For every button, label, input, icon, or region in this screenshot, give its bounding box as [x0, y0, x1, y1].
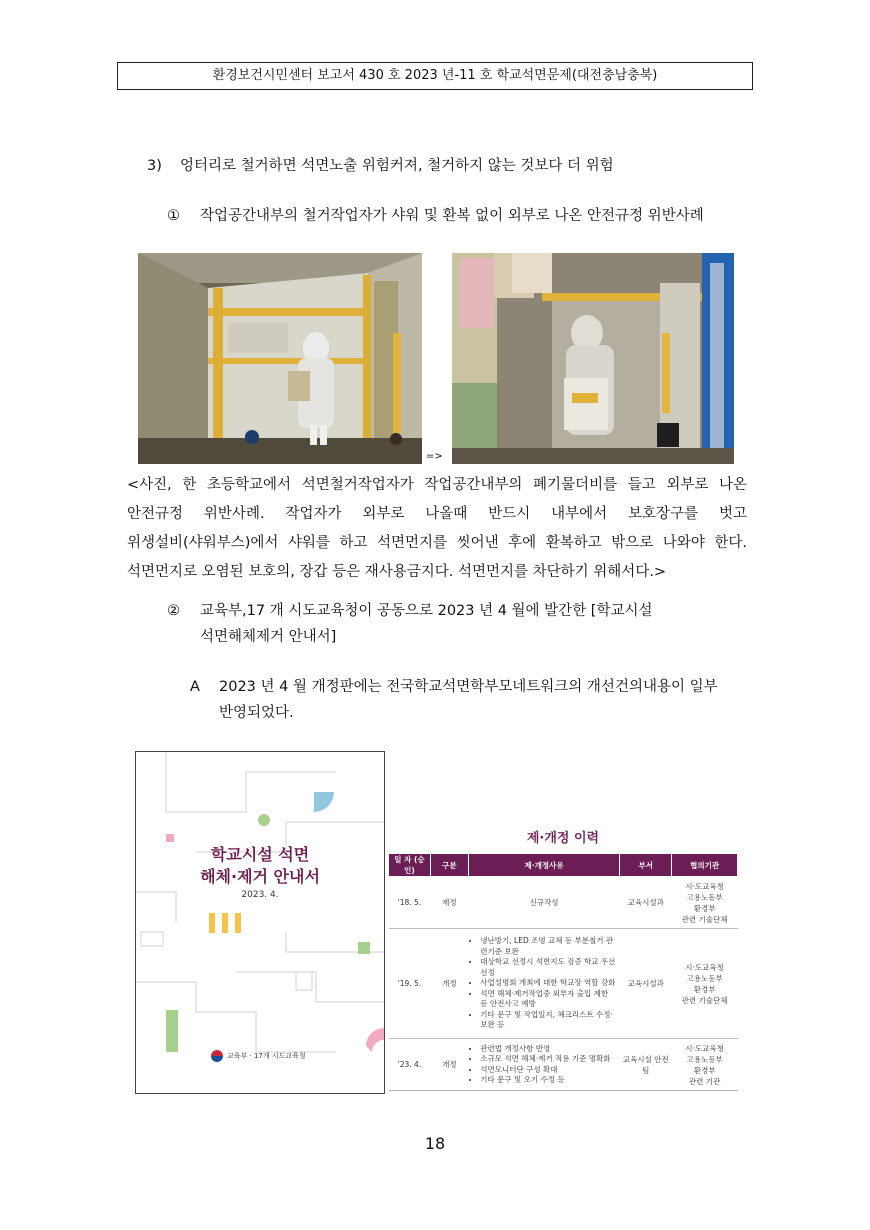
page-header: 환경보건시민센터 보고서 430 호 2023 년-11 호 학교석면문제(대전충남충북) — [117, 62, 753, 90]
row-dept: 교육시설과 — [620, 929, 672, 1039]
cover-date: 2023. 4. — [241, 890, 279, 900]
item-2-number: ② — [167, 603, 180, 619]
header-reason: 제·개정사유 — [468, 854, 620, 877]
photo-worker-carrying-waste — [452, 253, 734, 464]
caption-line-4: 석면먼지로 오염된 보호의, 장갑 등은 재사용금지다. 석면먼지를 차단하기 위해서다.> — [127, 564, 667, 580]
row-reasons: • 관련법 개정사항 반영 • 소규모 석면 해체·제거 적용 기준 명확화 • 석면모니터단 구성 확대 • 기타 문구 및 오기 수정 등 — [468, 1039, 620, 1091]
row-date: '18. 5. — [389, 877, 431, 929]
history-header-row — [389, 854, 738, 877]
item-2-line-1: 교육부,17 개 시도교육청이 공동으로 2023 년 4 월에 발간한 [학교시설 — [200, 603, 653, 619]
row-dept: 교육시설과 — [620, 877, 672, 929]
caption-line-2: 안전규정 위반사례. 작업자가 외부로 나올때 반드시 내부에서 보호장구를 벗고 — [127, 506, 747, 522]
section-3-heading: 엉터리로 철거하면 석면노출 위험커져, 철거하지 않는 것보다 더 위험 — [180, 158, 614, 174]
header-agency: 협의기관 — [672, 854, 738, 877]
caption-line-3: 위생설비(샤워부스)에서 샤워를 하고 석면먼지를 씻어낸 후에 환복하고 밖으로 나와야 한다. — [127, 535, 747, 551]
cover-title-line-2: 해체·제거 안내서 — [200, 867, 320, 886]
item-1-text: 작업공간내부의 철거작업자가 샤워 및 환복 없이 외부로 나온 안전규정 위반사례 — [200, 208, 704, 224]
row-reasons: • 냉난방기, LED 조명 교체 등 부분철거 관련기준 보완 • 대상학교 선정시 석면지도 검증 학교 우선 선정 • 사업설명회 개최에 대한 학교장 역할 강화 • 석면 해체·제거작업중 외부자 출입 제한 등 안전사고 예방 • 기타 문구 및 작업일지, 체크리스트 수정·보완 등 — [468, 929, 620, 1039]
item-1-number: ① — [167, 208, 180, 224]
guide-cover — [135, 751, 385, 1094]
row-type: 개정 — [430, 1039, 468, 1091]
history-title: 제·개정 이력 — [526, 831, 600, 846]
table-row — [389, 1039, 738, 1091]
cover-publisher: 교육부 · 17개 시도교육청 — [227, 1052, 306, 1060]
revision-history-table — [388, 853, 738, 1091]
row-date: '19. 5. — [389, 929, 431, 1039]
photo-caption — [127, 471, 747, 587]
cover-decoration — [136, 752, 384, 1093]
row-date: '23. 4. — [389, 1039, 431, 1091]
cover-title-line-1: 학교시설 석면 — [210, 845, 310, 864]
row-agencies: 시·도교육청 고용노동부 환경부 관련 기술단체 — [672, 929, 738, 1039]
header-date: 일 자 (승인) — [389, 854, 431, 877]
header-type: 구분 — [430, 854, 468, 877]
row-dept: 교육시설 안전팀 — [620, 1039, 672, 1091]
row-agencies: 시·도교육청 고용노동부 환경부 관련 기관 — [672, 1039, 738, 1091]
item-a-line-1: 2023 년 4 월 개정판에는 전국학교석면학부모네트워크의 개선건의내용이 일부 — [219, 679, 718, 695]
header-dept: 부서 — [620, 854, 672, 877]
item-2-line-2: 석면해체제거 안내서] — [200, 629, 337, 645]
caption-line-1: <사진, 한 초등학교에서 석면철거작업자가 작업공간내부의 폐기물더비를 들고 외부로 나온 — [127, 477, 747, 493]
row-type: 제정 — [430, 877, 468, 929]
table-row — [389, 929, 738, 1039]
photo-worker-enclosure — [138, 253, 422, 464]
taegeuk-icon — [211, 1050, 223, 1062]
row-agencies: 시·도교육청 고용노동부 환경부 관련 기술단체 — [672, 877, 738, 929]
item-a-label: A — [190, 679, 200, 695]
page-number: 18 — [424, 1134, 446, 1153]
item-a-line-2: 반영되었다. — [219, 705, 294, 721]
row-type: 개정 — [430, 929, 468, 1039]
row-reason: 신규작성 — [468, 877, 620, 929]
table-row — [389, 877, 738, 929]
photo-arrow: => — [426, 451, 443, 462]
section-3-number: 3) — [147, 158, 162, 174]
